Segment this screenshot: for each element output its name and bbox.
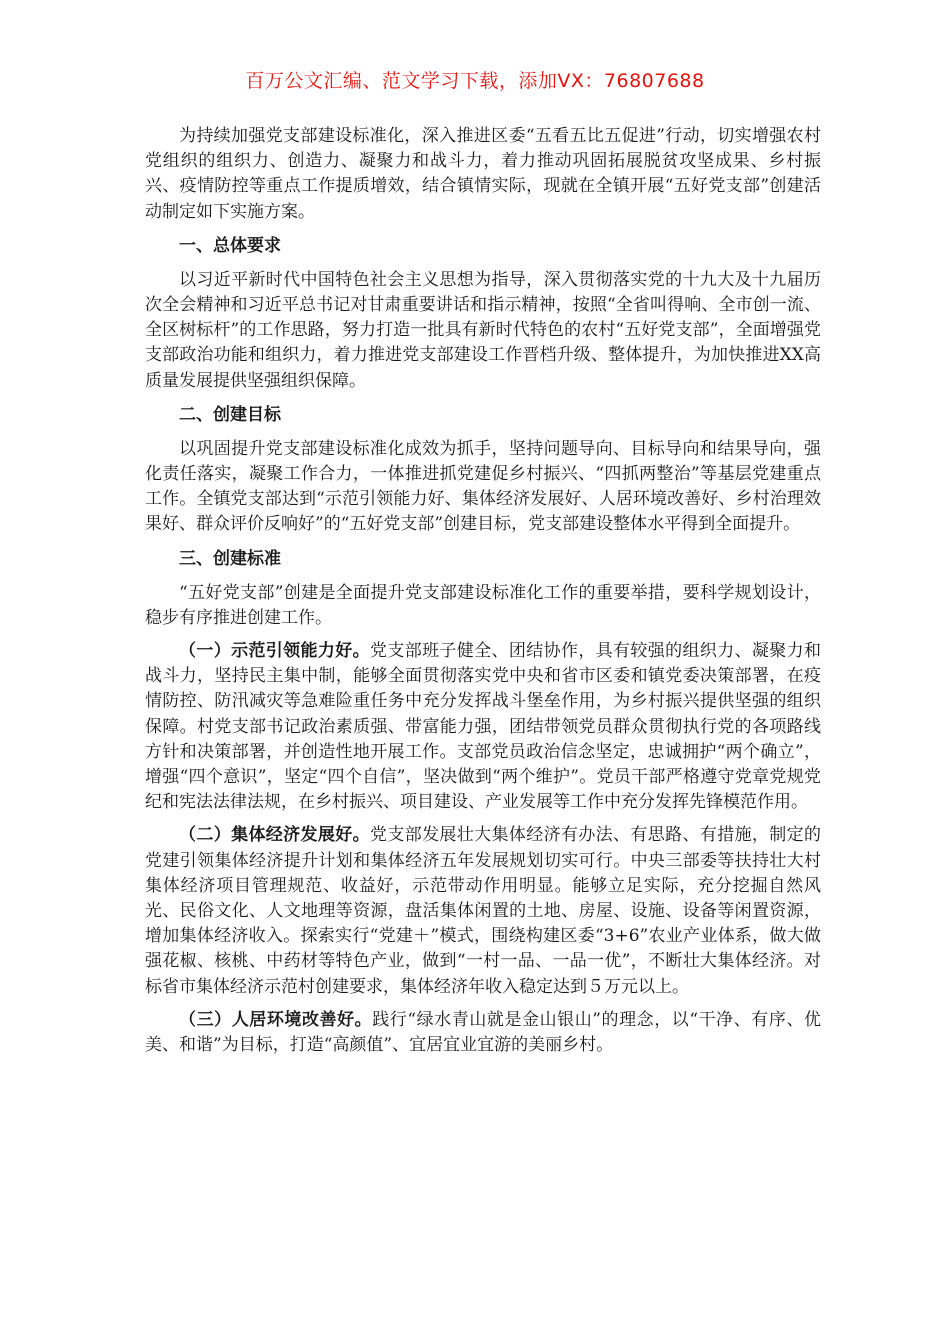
intro-paragraph: 为持续加强党支部建设标准化，深入推进区委“五看五比五促进”行动，切实增强农村党组织的组织力、创造力、凝聚力和战斗力，着力推动巩固拓展脱贫攻坚成果、乡村振兴、疫情防控等重点工作提质增效，结合镇情实际，现就在全镇开展“五好党支部”创建活动制定如下实施方案。: [145, 126, 821, 222]
standard-item-3-lead: （三）人居环境改善好。: [179, 1009, 373, 1030]
section-body-standards: “五好党支部”创建是全面提升党支部建设标准化工作的重要举措，要科学规划设计，稳步有序推进创建工作。: [145, 582, 821, 628]
section-body-overall-requirements: 以习近平新时代中国特色社会主义思想为指导，深入贯彻落实党的十九大及十九届历次全会精神和习近平总书记对甘肃重要讲话和指示精神，按照“全省叫得响、全市创一流、全区树标杆”的工作思路，努力打造一批具有新时代特色的农村“五好党支部”，全面增强党支部政治功能和组织力，着力推进党支部建设工作晋档升级、整体提升，为加快推进XX高质量发展提供坚强组织保障。: [145, 269, 821, 391]
standard-item-2-text: 党支部发展壮大集体经济有办法、有思路、有措施，制定的党建引领集体经济提升计划和集体经济五年发展规划切实可行。中央三部委等扶持壮大村集体经济项目管理规范、收益好，示范带动作用明显。能够立足实际，充分挖掘自然风光、民俗文化、人文地理等资源，盘活集体闲置的土地、房屋、设施、设备等闲置资源，增加集体经济收入。探索实行“党建＋”模式，围绕构建区委“3+6”农业产业体系，做大做强花椒、核桃、中药材等特色产业，做到“一村一品、一品一优”，不断壮大集体经济。对标省市集体经济示范村创建要求，集体经济年收入稳定达到５万元以上。: [145, 825, 822, 997]
standard-item-3: [145, 1008, 821, 1058]
section-heading-overall-requirements: 一、总体要求: [179, 235, 281, 256]
section-heading-standards: 三、创建标准: [179, 548, 281, 569]
standard-item-3-text: 践行“绿水青山就是金山银山”的理念，以“干净、有序、优美、和谐”为目标，打造“高颜值”、宜居宜业宜游的美丽乡村。: [145, 1009, 822, 1056]
section-body-goals: 以巩固提升党支部建设标准化成效为抓手，坚持问题导向、目标导向和结果导向，强化责任落实，凝聚工作合力，一体推进抓党建促乡村振兴、“四抓两整治”等基层党建重点工作。全镇党支部达到“示范引领能力好、集体经济发展好、人居环境改善好、乡村治理效果好、群众评价反响好”的“五好党支部”创建目标，党支部建设整体水平得到全面提升。: [145, 438, 821, 535]
standard-item-1-lead: （一）示范引领能力好。: [179, 641, 370, 662]
standard-item-2-lead: （二）集体经济发展好。: [179, 825, 370, 846]
header-banner: 百万公文汇编、范文学习下载，添加VX：76807688: [245, 70, 705, 92]
standard-item-1-text: 党支部班子健全、团结协作，具有较强的组织力、凝聚力和战斗力，坚持民主集中制，能够全面贯彻落实党中央和省市区委和镇党委决策部署，在疫情防控、防汛减灾等急难险重任务中充分发挥战斗堡垒作用，为乡村振兴提供坚强的组织保障。村党支部书记政治素质强、带富能力强，团结带领党员群众贯彻执行党的各项路线方针和决策部署，并创造性地开展工作。支部党员政治信念坚定，忠诚拥护“两个确立”，增强“四个意识”，坚定“四个自信”，坚决做到“两个维护”。党员干部严格遵守党章党规党纪和宪法法律法规，在乡村振兴、项目建设、产业发展等工作中充分发挥先锋模范作用。: [145, 641, 822, 813]
section-heading-goals: 二、创建目标: [179, 404, 281, 425]
standard-item-2: [145, 823, 821, 999]
standard-item-1: [145, 639, 821, 815]
document-body: [145, 124, 821, 1058]
